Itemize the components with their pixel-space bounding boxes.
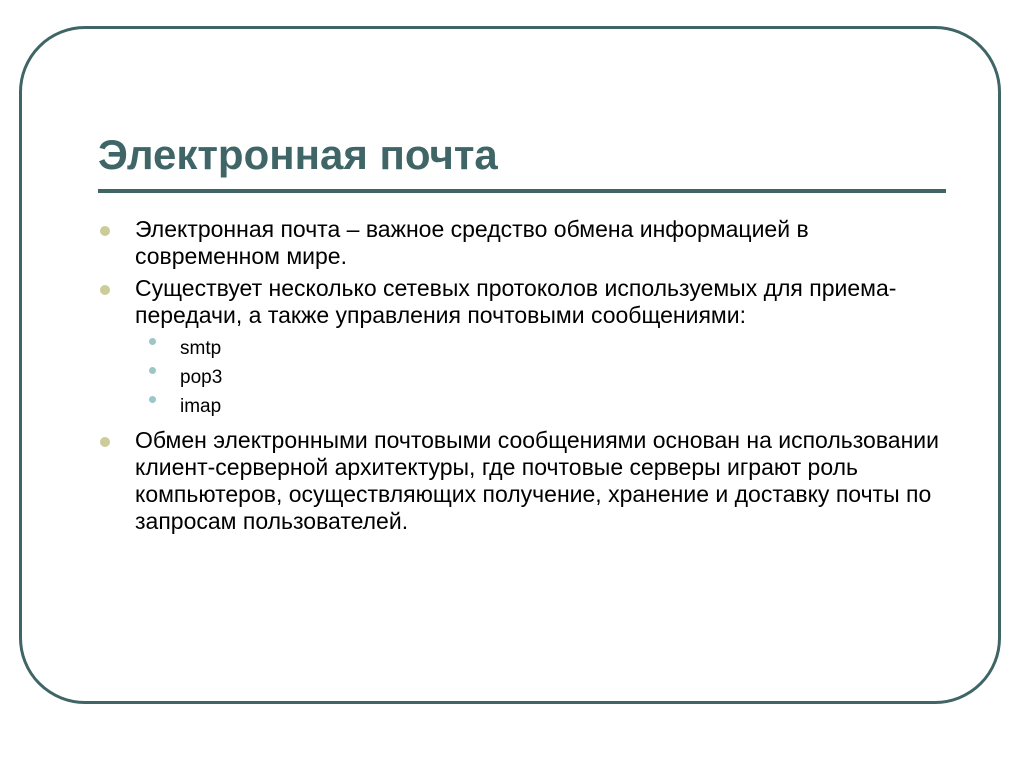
slide-title: Электронная почта	[98, 131, 498, 178]
title-underline	[98, 189, 946, 193]
protocol-name: smtp	[180, 338, 222, 359]
sub-bullet-dot-icon	[149, 396, 156, 403]
bullet-text: Обмен электронными почтовыми сообщениями основан на использовании клиент-серверной архитектуры, где почтовые серверы играют роль компьютеров, осуществляющих получение, хранение и доставку почты по запросам пользователей.	[135, 427, 939, 534]
protocol-item	[98, 334, 948, 363]
bullet-text: Электронная почта – важное средство обмена информацией в современном мире.	[135, 216, 809, 269]
protocol-name: pop3	[180, 367, 223, 388]
bullet-dot-icon	[100, 285, 110, 295]
bullet-list	[98, 216, 948, 540]
bullet-text: Существует несколько сетевых протоколов используемых для приема-передачи, а также управления почтовыми сообщениями:	[135, 275, 897, 328]
bullet-dot-icon	[100, 437, 110, 447]
protocol-item	[98, 392, 948, 421]
sub-bullet-dot-icon	[149, 367, 156, 374]
protocol-item	[98, 363, 948, 392]
bullet-item	[98, 216, 948, 270]
sub-bullet-dot-icon	[149, 338, 156, 345]
protocol-list	[98, 334, 948, 421]
bullet-dot-icon	[100, 226, 110, 236]
protocol-name: imap	[180, 396, 222, 417]
bullet-item	[98, 275, 948, 329]
bullet-item	[98, 427, 948, 535]
